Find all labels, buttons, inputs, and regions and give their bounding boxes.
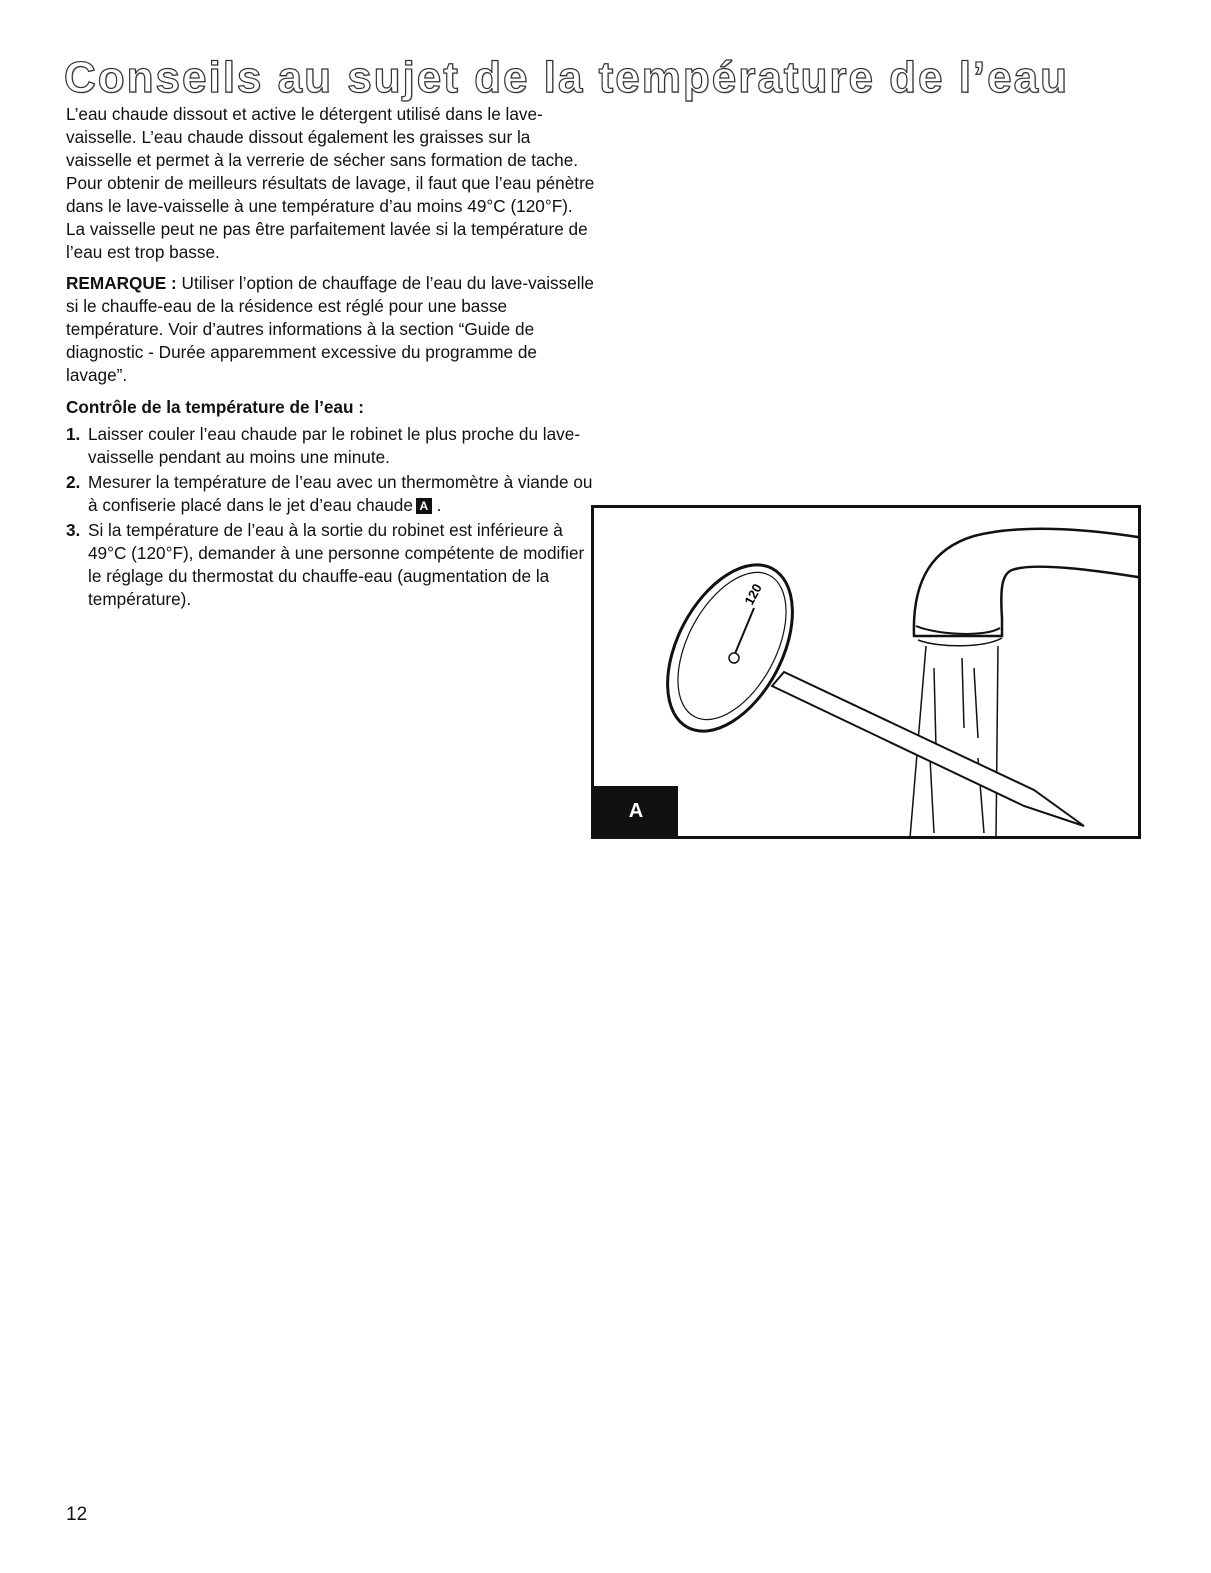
intro-paragraph-1: L’eau chaude dissout et active le détergent utilisé dans le lave-vaisselle. L’eau chaude dissout également les graisses sur la vaisselle et permet à la verrerie de sécher sans formation de tache. Pour obtenir de meilleurs résultats de lavage, il faut que l’eau pénètre dans le lave-vaisselle à une température d’au moins 49°C (120°F). [66, 104, 595, 216]
list-item [66, 519, 596, 611]
step-number: 1. [66, 424, 81, 444]
thermometer-figure [591, 505, 1141, 839]
intro-paragraph-2: La vaisselle peut ne pas être parfaitement lavée si la température de l’eau est trop basse. [66, 219, 588, 262]
note-paragraph [66, 272, 596, 387]
step-suffix: . [436, 495, 442, 515]
thermometer-dial-icon [642, 544, 818, 752]
page-title: Conseils au sujet de la température de l’eau [64, 53, 1069, 102]
list-item [66, 423, 596, 469]
page-number: 12 [66, 1504, 88, 1525]
list-item [66, 471, 596, 517]
note-label: REMARQUE : [66, 273, 177, 293]
step-text: Mesurer la température de l’eau avec un thermomètre à viande ou à confiserie placé dans le jet d’eau chaude [88, 472, 593, 515]
section-subheading: Contrôle de la température de l’eau : [66, 397, 364, 417]
text-column [66, 103, 596, 613]
step-text: Laisser couler l’eau chaude par le robinet le plus proche du lave-vaisselle pendant au moins une minute. [88, 424, 581, 467]
thermometer-probe [772, 672, 1084, 826]
figure-ref-badge: A [416, 498, 432, 514]
step-number: 3. [66, 520, 81, 540]
note-text: Utiliser l’option de chauffage de l’eau du lave-vaisselle si le chauffe-eau de la résidence est réglé pour une basse température. Voir d’autres informations à la section “Guide de diagnostic - Durée apparemment excessive du programme de lavage”. [66, 273, 594, 385]
dial-reading: 120 [741, 581, 765, 608]
figure-label: A [594, 786, 678, 836]
step-number: 2. [66, 472, 81, 492]
faucet-icon [914, 529, 1138, 636]
step-text: Si la température de l’eau à la sortie du robinet est inférieure à 49°C (120°F), demander à une personne compétente de modifier le réglage du thermostat du chauffe-eau (augmentation de la température). [88, 520, 585, 609]
step-text-wrapper [88, 471, 596, 517]
steps-list [66, 423, 596, 611]
